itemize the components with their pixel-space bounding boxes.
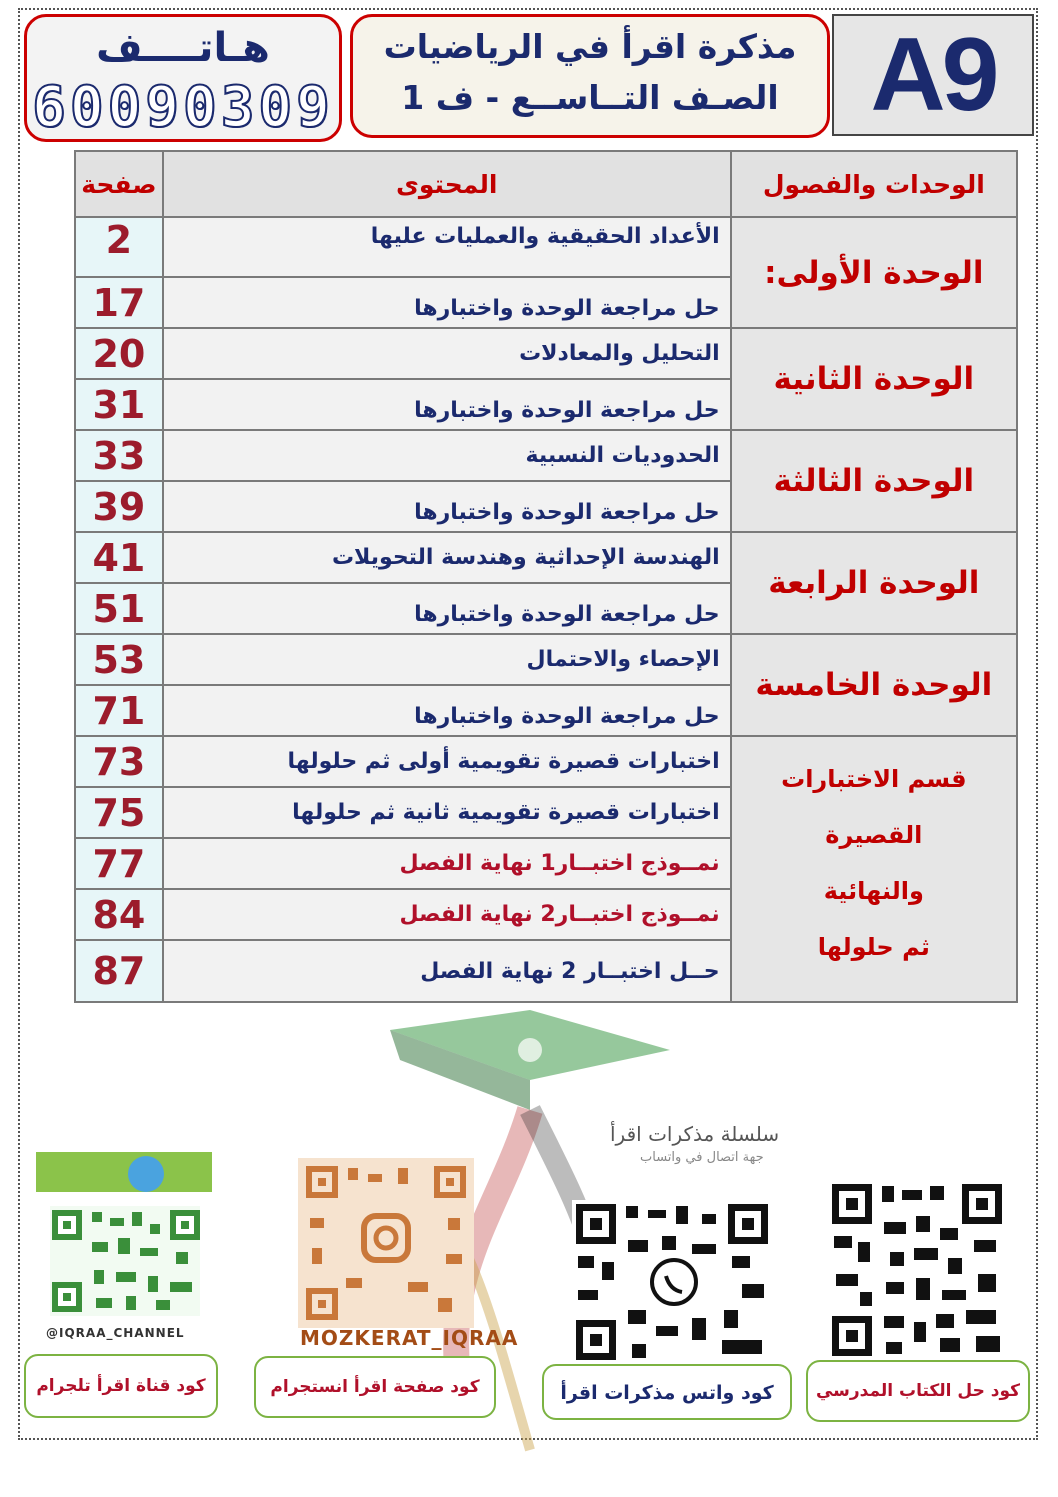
tests-name-line3: ثم حلولها (817, 933, 930, 961)
phone-number: 60090309 (32, 75, 334, 140)
contents-table (74, 150, 1018, 1003)
unit-name: الوحدة الرابعة (731, 532, 1017, 634)
whatsapp-qr-code-icon[interactable] (572, 1200, 772, 1364)
telegram-qr-code-icon[interactable] (36, 1152, 212, 1324)
content-cell (163, 634, 731, 685)
content-text: حل مراجعة الوحدة واختبارها (414, 296, 720, 321)
grade-badge (832, 14, 1034, 136)
page-cell: 51 (75, 583, 163, 634)
instagram-handle: MOZKERAT_IQRAA (300, 1326, 519, 1350)
content-cell (163, 736, 731, 787)
phone-label: هـاتــــف (96, 25, 270, 71)
chain-title: سلسلة مذكرات اقرأ (610, 1122, 780, 1146)
telegram-handle: @IQRAA_CHANNEL (46, 1326, 185, 1340)
content-text: حل مراجعة الوحدة واختبارها (414, 704, 720, 729)
page-cell: 20 (75, 328, 163, 379)
table-row (75, 328, 1017, 379)
page-cell: 77 (75, 838, 163, 889)
page-cell: 87 (75, 940, 163, 1002)
page-cell: 41 (75, 532, 163, 583)
telegram-code-label[interactable]: كود قناة اقرأ تلجرام (24, 1354, 218, 1418)
whatsapp-code-label[interactable]: كود واتس مذكرات اقرأ (542, 1364, 792, 1420)
content-text: حــل اختبــار 2 نهاية الفصل (420, 958, 720, 984)
content-cell (163, 217, 731, 277)
content-text: نمــوذج اختبــار2 نهاية الفصل (399, 902, 720, 927)
title-box (350, 14, 830, 138)
content-cell (163, 787, 731, 838)
header-content: المحتوى (163, 151, 731, 217)
content-text: حل مراجعة الوحدة واختبارها (414, 602, 720, 627)
content-text: نمــوذج اختبــار1 نهاية الفصل (399, 851, 720, 876)
page-cell: 53 (75, 634, 163, 685)
content-cell (163, 532, 731, 583)
content-cell (163, 583, 731, 634)
chain-subtitle: جهة اتصال في واتساب (640, 1150, 764, 1165)
unit-name: الوحدة الأولى: (731, 217, 1017, 328)
instagram-code-label[interactable]: كود صفحة اقرأ انستجرام (254, 1356, 496, 1418)
content-text: الأعداد الحقيقية والعمليات عليها (370, 224, 720, 249)
tests-section-name (731, 736, 1017, 1002)
content-cell (163, 277, 731, 328)
content-cell (163, 481, 731, 532)
unit-name: الوحدة الثالثة (731, 430, 1017, 532)
content-text: اختبارات قصيرة تقويمية ثانية ثم حلولها (292, 800, 720, 825)
unit-name: الوحدة الخامسة (731, 634, 1017, 736)
content-text: حل مراجعة الوحدة واختبارها (414, 500, 720, 525)
content-text: اختبارات قصيرة تقويمية أولى ثم حلولها (287, 749, 720, 774)
textbook-code-label[interactable]: كود حل الكتاب المدرسي (806, 1360, 1030, 1422)
content-cell (163, 889, 731, 940)
unit-name: الوحدة الثانية (731, 328, 1017, 430)
table-row (75, 430, 1017, 481)
content-cell (163, 838, 731, 889)
page-cell: 73 (75, 736, 163, 787)
content-cell (163, 379, 731, 430)
table-row (75, 634, 1017, 685)
content-cell (163, 940, 731, 1002)
title-line1: مذكرة اقرأ في الرياضيات (383, 27, 797, 66)
content-text: الإحصاء والاحتمال (526, 647, 720, 672)
content-cell (163, 430, 731, 481)
page-cell: 39 (75, 481, 163, 532)
page-cell: 17 (75, 277, 163, 328)
title-line2: الصـف التــاســع - ف 1 (401, 78, 779, 117)
badge-text: A9 (870, 17, 996, 133)
textbook-qr-code-icon[interactable] (830, 1182, 1004, 1358)
page-cell: 71 (75, 685, 163, 736)
table-row (75, 736, 1017, 787)
header-units: الوحدات والفصول (731, 151, 1017, 217)
page-cell: 84 (75, 889, 163, 940)
tests-name-line1: قسم الاختبارات القصيرة (781, 765, 967, 849)
tests-name-line2: والنهائية (823, 877, 924, 905)
content-cell (163, 328, 731, 379)
page-cell: 33 (75, 430, 163, 481)
phone-box (24, 14, 342, 142)
page-cell: 75 (75, 787, 163, 838)
content-text: التحليل والمعادلات (519, 341, 720, 366)
content-text: الهندسة الإحداثية وهندسة التحويلات (331, 545, 720, 570)
table-row (75, 217, 1017, 277)
content-text: حل مراجعة الوحدة واختبارها (414, 398, 720, 423)
header-page: صفحة (75, 151, 163, 217)
page-cell: 31 (75, 379, 163, 430)
instagram-qr-code-icon[interactable] (298, 1158, 474, 1328)
table-row (75, 532, 1017, 583)
page-cell: 2 (75, 217, 163, 277)
table-header-row (75, 151, 1017, 217)
content-text: الحدوديات النسبية (525, 443, 720, 468)
content-cell (163, 685, 731, 736)
